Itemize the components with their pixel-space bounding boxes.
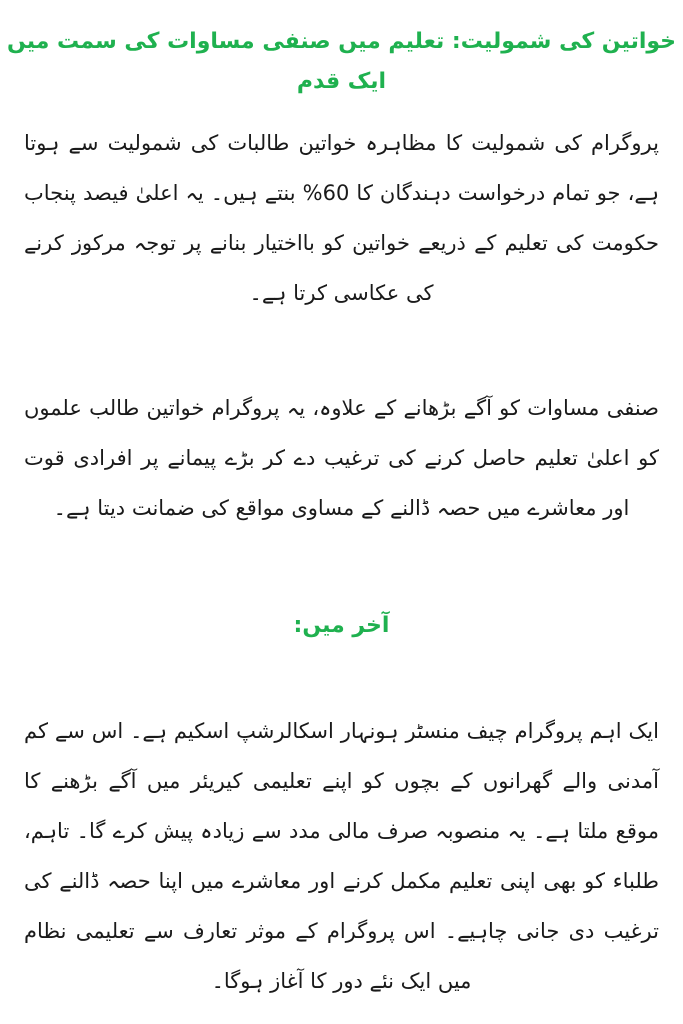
paragraph-inclusion: پروگرام کی شمولیت کا مظاہرہ خواتین طالبات کی شمولیت سے ہوتا ہے، جو تمام درخواست دہندگان کا 60% بنتے ہیں۔ یہ اعلیٰ فیصد پنجاب حکومت کی تعلیم کے ذریعے خواتین کو بااختیار بنانے پر توجہ مرکوز کرنے کی عکاسی کرتا ہے۔ <box>24 131 659 305</box>
paragraph-gender-equality: صنفی مساوات کو آگے بڑھانے کے علاوہ، یہ پروگرام خواتین طالب علموں کو اعلیٰ تعلیم حاصل کرنے کی ترغیب دے کر بڑے پیمانے پر افرادی قوت اور معاشرے میں حصہ ڈالنے کے مساوی مواقع کی ضمانت دیتا ہے۔ <box>24 396 659 520</box>
article-title: خواتین کی شمولیت: تعلیم میں صنفی مساوات کی سمت میں ایک قدم <box>6 29 677 94</box>
conclusion-heading: آخر میں: <box>293 613 390 638</box>
paragraph-conclusion: ایک اہم پروگرام چیف منسٹر ہونہار اسکالرشپ اسکیم ہے۔ اس سے کم آمدنی والے گھرانوں کے بچوں کو اپنے تعلیمی کیریئر میں آگے بڑھنے کا موقع ملتا ہے۔ یہ منصوبہ صرف مالی مدد سے زیادہ پیش کرے گا۔ تاہم، طلباء کو بھی اپنی تعلیم مکمل کرنے اور معاشرے میں اپنا حصہ ڈالنے کی ترغیب دی جانی چاہیے۔ اس پروگرام کے موثر تعارف سے تعلیمی نظام میں ایک نئے دور کا آغاز ہوگا۔ <box>24 719 659 993</box>
